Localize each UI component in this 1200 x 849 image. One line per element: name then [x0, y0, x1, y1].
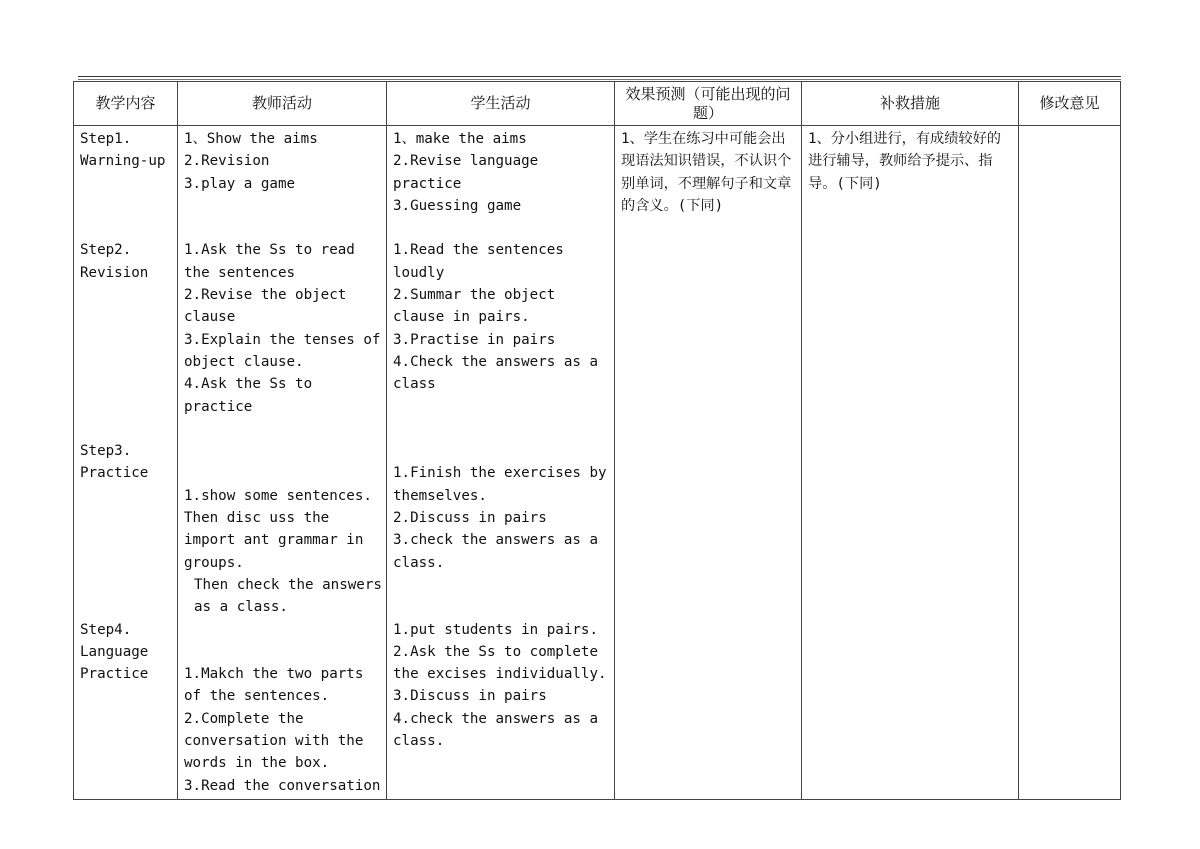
teacher-activity-cell	[178, 126, 387, 800]
student-step2: 1.Read the sentences loudly 2.Summar the object clause in pairs. 3.Practise in pairs 4.Check the answers as a class	[393, 242, 598, 393]
teacher-step3: 1.show some sentences. Then disc uss the import ant grammar in groups. Then check the answers as a class.	[184, 487, 382, 616]
content-step3: Step3. Practice	[80, 443, 149, 482]
header-content: 教学内容	[74, 82, 178, 126]
content-cell	[74, 126, 178, 800]
header-revision-notes: 修改意见	[1019, 82, 1121, 126]
student-activity-cell	[387, 126, 615, 800]
student-step3: 1.Finish the exercises by themselves. 2.Discuss in pairs 3.check the answers as a class.	[393, 465, 607, 571]
header-effect-prediction: 效果预测（可能出现的问题）	[615, 82, 802, 126]
content-step4: Step4. Language Practice	[80, 621, 149, 683]
header-rule-bottom	[78, 79, 1121, 80]
teacher-step2: 1.Ask the Ss to read the sentences 2.Revise the object clause 3.Explain the tenses of object clause. 4.Ask the Ss to practice	[184, 242, 381, 415]
revision-notes-cell	[1019, 126, 1121, 800]
lesson-plan-table	[73, 81, 1121, 800]
header-remedy: 补救措施	[802, 82, 1019, 126]
student-step4: 1.put students in pairs. 2.Ask the Ss to complete the excises individually. 3.Discuss in pairs 4.check the answers as a class.	[393, 621, 607, 750]
header-row	[74, 82, 1121, 126]
teacher-step4: 1.Makch the two parts of the sentences. 2.Complete the conversation with the words in the box. 3.Read the conversation	[184, 666, 381, 794]
prediction-text: 1、学生在练习中可能会出现语法知识错误，不认识个别单词，不理解句子和文章的含义。(下同)	[621, 131, 792, 214]
remedy-cell	[802, 126, 1019, 800]
student-step1: 1、make the aims 2.Revise language practice 3.Guessing game	[393, 131, 539, 214]
header-teacher-activity: 教师活动	[178, 82, 387, 126]
header-rule-top	[78, 76, 1121, 77]
content-step1: Step1. Warning-up	[80, 131, 166, 170]
prediction-cell	[615, 126, 802, 800]
content-step2: Step2. Revision	[80, 242, 149, 281]
body-row	[74, 126, 1121, 800]
header-student-activity: 学生活动	[387, 82, 615, 126]
teacher-step1: 1、Show the aims 2.Revision 3.play a game	[184, 131, 318, 192]
remedy-text: 1、分小组进行，有成绩较好的进行辅导，教师给予提示、指导。(下同)	[808, 131, 1001, 192]
